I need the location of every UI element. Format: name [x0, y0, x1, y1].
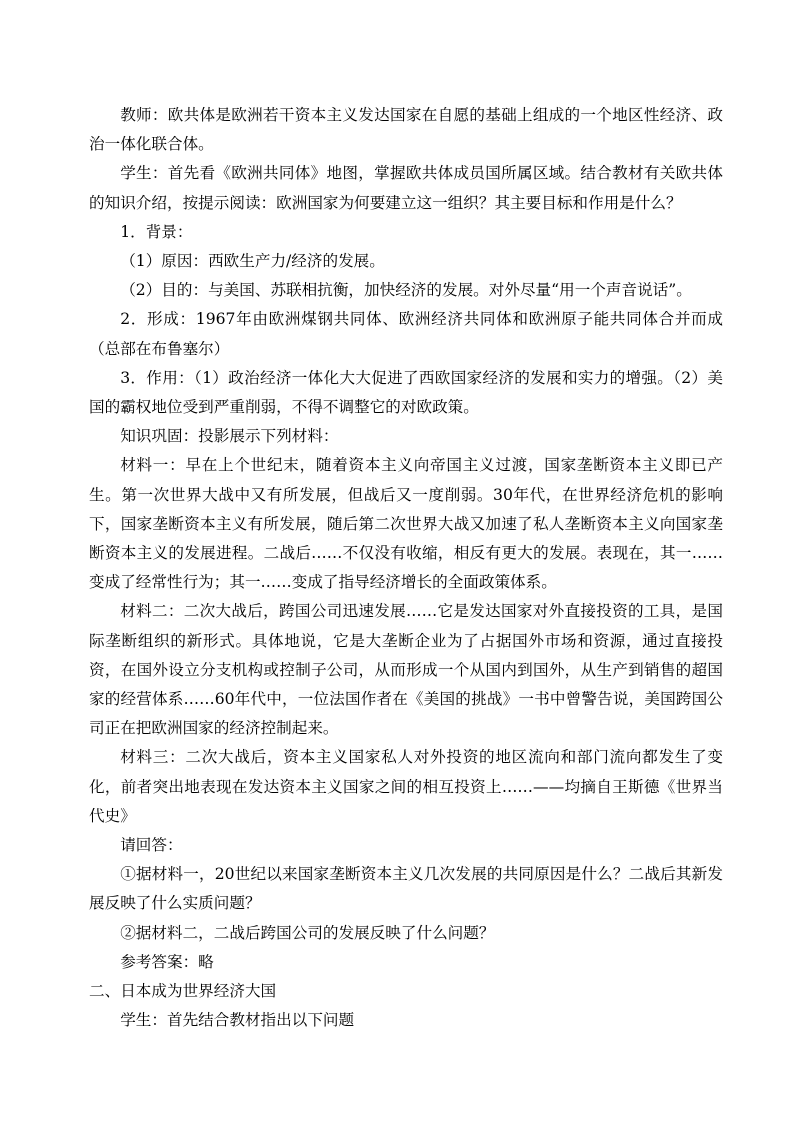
material-three-paragraph: 材料三：二次大战后，资本主义国家私人对外投资的地区流向和部门流向都发生了变化，前者突出地表现在发达资本主义国家之间的相互投资上……——均摘自王斯德《世界当代史》 — [89, 748, 723, 825]
answer-prompt: 请回答： — [120, 836, 183, 855]
student-map-reading-paragraph: 学生：首先看《欧洲共同体》地图，掌握欧共体成员国所属区域。结合教材有关欧共体的知识介绍，按提示阅读：欧洲国家为何要建立这一组织？其主要目标和作用是什么？ — [89, 164, 723, 212]
formation-paragraph: 2．形成：1967年由欧洲煤钢共同体、欧洲经济共同体和欧洲原子能共同体合并而成（总部在布鲁塞尔） — [89, 310, 723, 358]
function-paragraph: 3．作用：（1）政治经济一体化大大促进了西欧国家经济的发展和实力的增强。（2）美国的霸权地位受到严重削弱，不得不调整它的对欧政策。 — [89, 368, 723, 417]
student-task-paragraph: 学生：首先结合教材指出以下问题 — [120, 1011, 355, 1030]
question-two: ②据材料二，二战后跨国公司的发展反映了什么问题？ — [120, 923, 495, 942]
background-cause-item: （1）原因：西欧生产力/经济的发展。 — [120, 252, 385, 271]
question-one: ①据材料一，20世纪以来国家垄断资本主义几次发展的共同原因是什么？二战后其新发展反映了什么实质问题？ — [89, 865, 723, 913]
material-one-paragraph: 材料一：早在上个世纪末，随着资本主义向帝国主义过渡，国家垄断资本主义即已产生。第一次世界大战中又有所发展，但战后又一度削弱。30年代，在世界经济危机的影响下，国家垄断资本主义有所发展，随后第二次世界大战又加速了私人垄断资本主义向国家垄断资本主义的发展进程。二战后……不仅没有收缩，相反有更大的发展。表现在，其一……变成了经常性行为；其一……变成了指导经济增长的全面政策体系。 — [89, 456, 723, 592]
reference-answer: 参考答案：略 — [120, 952, 214, 971]
teacher-definition-paragraph: 教师：欧共体是欧洲若干资本主义发达国家在自愿的基础上组成的一个地区性经济、政治一体化联合体。 — [89, 106, 723, 154]
background-heading: 1．背景： — [120, 222, 193, 241]
background-purpose-item: （2）目的：与美国、苏联相抗衡，加快经济的发展。对外尽量“用一个声音说话”。 — [120, 281, 692, 300]
document-body — [89, 101, 723, 1036]
section-heading-japan: 二、日本成为世界经济大国 — [89, 982, 277, 1001]
material-two-paragraph: 材料二：二次大战后，跨国公司迅速发展……它是发达国家对外直接投资的工具，是国际垄断组织的新形式。具体地说，它是大垄断企业为了占据国外市场和资源，通过直接投资，在国外设立分支机构或控制子公司，从而形成一个从国内到国外，从生产到销售的超国家的经营体系……60年代中，一位法国作者在《美国的挑战》一书中曾警告说，美国跨国公司正在把欧洲国家的经济控制起来。 — [89, 602, 723, 738]
knowledge-consolidation-heading: 知识巩固：投影展示下列材料： — [120, 427, 339, 446]
